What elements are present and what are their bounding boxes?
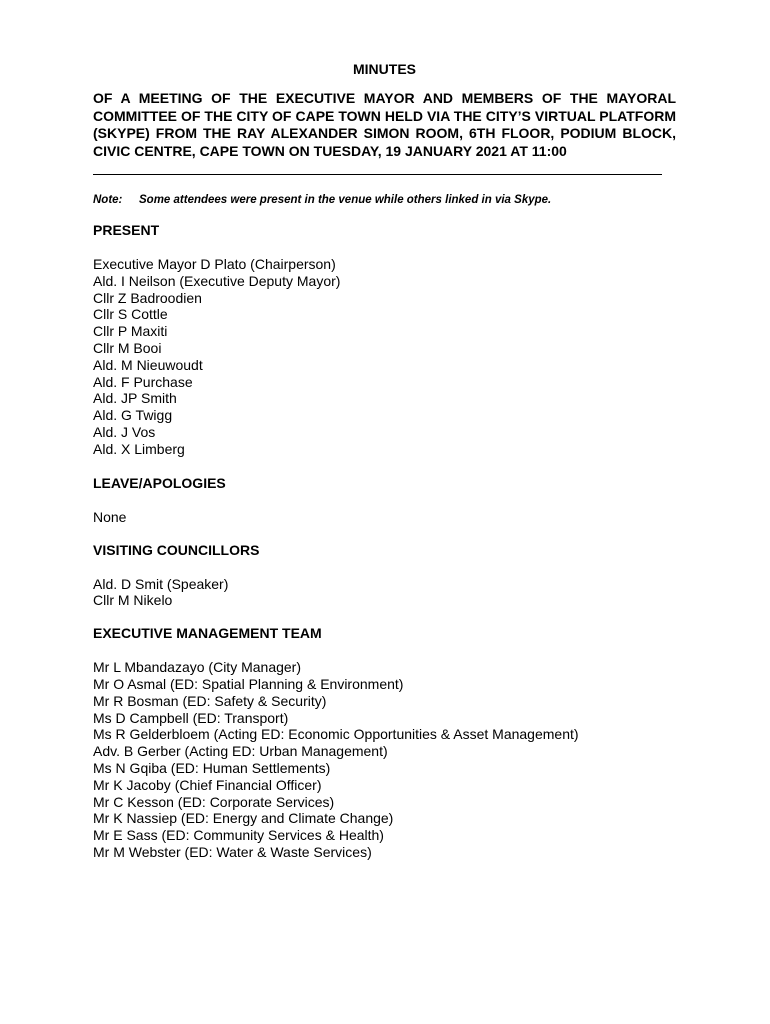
list-item: Ald. X Limberg xyxy=(93,440,185,457)
list-item: Cllr P Maxiti xyxy=(93,323,168,340)
list-item: Cllr Z Badroodien xyxy=(93,289,202,306)
list-item: Ald. J Vos xyxy=(93,423,156,440)
list-item: Cllr M Booi xyxy=(93,339,162,356)
leave-apologies-section xyxy=(93,475,676,526)
list-item: Mr K Nassiep (ED: Energy and Climate Change) xyxy=(93,810,394,827)
list-item: Mr K Jacoby (Chief Financial Officer) xyxy=(93,776,322,793)
visiting-councillors-heading: VISITING COUNCILLORS xyxy=(93,541,260,558)
heading-divider xyxy=(93,174,662,175)
list-item: Ms N Gqiba (ED: Human Settlements) xyxy=(93,759,331,776)
list-item: Ald. F Purchase xyxy=(93,373,193,390)
meeting-heading: OF A MEETING OF THE EXECUTIVE MAYOR AND MEMBERS OF THE MAYORAL COMMITTEE OF THE CITY OF CAPE TOWN HELD VIA THE CITY’S VIRTUAL PLATFORM (SKYPE) FROM THE RAY ALEXANDER SIMON ROOM, 6TH FLOOR, PODIUM BLOCK, CIVIC CENTRE, CAPE TOWN ON TUESDAY, 19 JANUARY 2021 AT 11:00 xyxy=(93,90,676,159)
executive-management-team-heading: EXECUTIVE MANAGEMENT TEAM xyxy=(93,625,322,642)
list-item: Mr M Webster (ED: Water & Waste Services) xyxy=(93,843,372,860)
list-item: Cllr S Cottle xyxy=(93,306,168,323)
leave-apologies-text: None xyxy=(93,508,127,525)
present-section xyxy=(93,222,676,458)
list-item: Mr C Kesson (ED: Corporate Services) xyxy=(93,793,335,810)
attendance-note xyxy=(93,193,676,207)
present-heading: PRESENT xyxy=(93,222,160,238)
list-item: Mr E Sass (ED: Community Services & Health) xyxy=(93,827,384,844)
list-item: Executive Mayor D Plato (Chairperson) xyxy=(93,256,336,272)
list-item: Adv. B Gerber (Acting ED: Urban Management) xyxy=(93,743,388,760)
list-item: Ms D Campbell (ED: Transport) xyxy=(93,709,289,726)
list-item: Mr O Asmal (ED: Spatial Planning & Environment) xyxy=(93,675,404,692)
document-title: MINUTES xyxy=(353,61,416,77)
list-item: Mr L Mbandazayo (City Manager) xyxy=(93,659,302,676)
executive-management-team-section xyxy=(93,625,676,861)
present-list xyxy=(93,256,676,458)
list-item: Ald. M Nieuwoudt xyxy=(93,356,203,373)
leave-apologies-heading: LEAVE/APOLOGIES xyxy=(93,474,226,491)
list-item: Ms R Gelderbloem (Acting ED: Economic Opportunities & Asset Management) xyxy=(93,726,579,743)
executive-management-team-list xyxy=(93,659,676,861)
list-item: Mr R Bosman (ED: Safety & Security) xyxy=(93,692,327,709)
list-item: Ald. D Smit (Speaker) xyxy=(93,575,229,592)
list-item: Ald. G Twigg xyxy=(93,407,173,424)
note-label: Note: xyxy=(93,194,123,206)
list-item: Cllr M Nikelo xyxy=(93,592,173,609)
visiting-councillors-list xyxy=(93,576,676,610)
note-text: Some attendees were present in the venue while others linked in via Skype. xyxy=(139,194,552,206)
visiting-councillors-section xyxy=(93,542,676,610)
list-item: Ald. I Neilson (Executive Deputy Mayor) xyxy=(93,272,341,289)
list-item: Ald. JP Smith xyxy=(93,390,177,407)
